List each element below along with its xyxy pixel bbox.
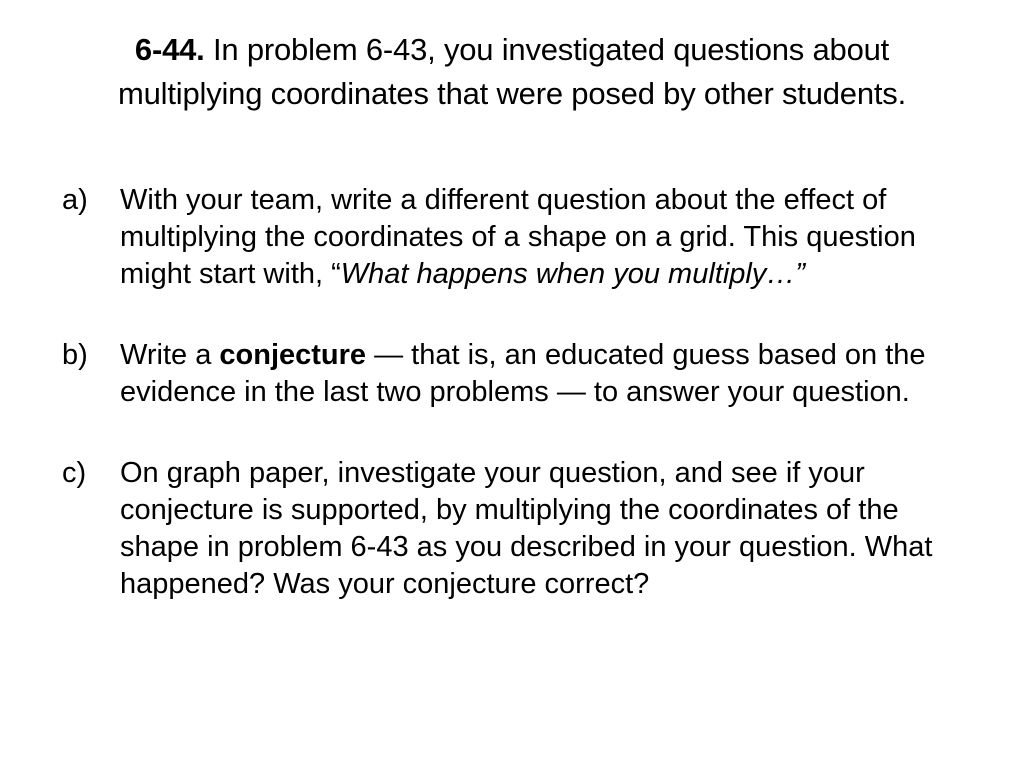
sub-question-bold-term: conjecture <box>219 339 367 371</box>
problem-title <box>96 28 928 116</box>
sub-question-text: On graph paper, investigate your question, and see if your conjecture is supported, by multiplying the coordinates of the shape in problem 6-43 as you described in your question. What happened? Was your conjecture correct? <box>120 457 933 600</box>
problem-number: 6-44. <box>134 32 205 67</box>
sub-question-text-part: — that is, an educated guess based on the evidence in the last two problems — to answer your question. <box>120 339 926 408</box>
sub-question-b <box>62 337 962 411</box>
sub-question-list <box>62 182 962 603</box>
sub-question-a <box>62 182 962 293</box>
sub-question-text <box>120 337 962 411</box>
sub-question-text <box>120 182 962 293</box>
sub-question-text-part: Write a <box>120 339 220 371</box>
sub-question-italic-text: What happens when you multiply…” <box>340 258 806 290</box>
sub-question-c <box>62 455 962 603</box>
problem-intro-text: In problem 6-43, you investigated questions about multiplying coordinates that were posed by other students. <box>118 32 906 111</box>
sub-question-text-part: With your team, write a different question about the effect of multiplying the coordinates of a shape on a grid. This question might start with, “ <box>120 184 916 290</box>
sub-question-marker: c) <box>62 457 87 489</box>
sub-question-marker: b) <box>62 339 88 371</box>
sub-question-marker: a) <box>62 184 88 216</box>
